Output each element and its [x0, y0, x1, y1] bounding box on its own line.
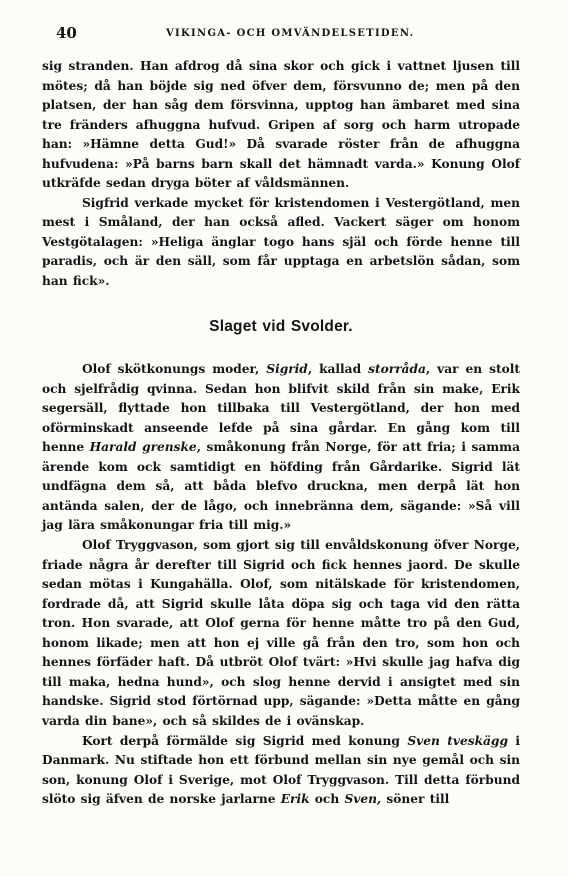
running-title: VIKINGA- OCH OMVÄNDELSETIDEN. — [166, 28, 415, 39]
paragraph-3 — [42, 360, 520, 536]
p3-name-sigrid: Sigrid — [266, 362, 308, 377]
p3-text-a: Olof skötkonungs moder, — [82, 362, 267, 377]
p3-text-d: , småkonung från Norge, för att fria; i samma ärende kom ock samtidigt en höfding från Gårdarike. Sigrid lät undfägna dem så, att båda blefvo druckna, men derpå lät hon antända salen, der de lågo, och innebränna dem, sägande: »Så vill jag lära småkonungar fria till mig.» — [42, 440, 520, 533]
library-watermark: · · · · — [284, 844, 309, 853]
paragraph-2: Sigfrid verkade mycket för kristendomen i Vestergötland, men mest i Småland, der han också afled. Vackert säger om honom Vestgötalagen: »Heliga änglar togo hans själ och förde henne till paradis, och är den säll, som får upptaga en arbetslön sådan, som han fick». — [42, 195, 520, 289]
paragraph-5 — [42, 732, 520, 810]
page-header — [56, 24, 524, 44]
page-number: 40 — [56, 24, 77, 42]
p5-text-c: och — [309, 792, 345, 807]
section-title: Slaget vid Svolder. — [209, 317, 353, 335]
p3-text-c: , var en stolt och sjelfrådig qvinna. Sedan hon blifvit skild från sin make, Erik segersäll, flyttade hon tillbaka till Vestergötland, der hon med oförminskadt anseende lefde på sina gårdar. En gång kom till henne — [42, 362, 521, 455]
p5-name-sven: Sven tveskägg — [407, 733, 508, 748]
p5-text-a: Kort derpå förmälde sig Sigrid med konung — [82, 733, 408, 748]
p5-text-b: i Danmark. Nu stiftade hon ett förbund mellan sin nye gemål och sin son, konung Olof i Sverige, mot Olof Tryggvason. Till detta förbund slöto sig äfven de norske jarlarne — [42, 733, 521, 807]
page-body — [42, 57, 520, 810]
p5-name-erik: Erik — [280, 792, 310, 807]
paragraph-4: Olof Tryggvason, som gjort sig till envåldskonung öfver Norge, friade några år derefter till Sigrid och fick hennes jaord. De skulle sedan mötas i Kungahälla. Olof, som nitälskade för kristendomen, fordrade då, att Sigrid skulle låta döpa sig och taga vid den rätta tron. Hon svarade, att Olof gerna för henne måtte tro på den Gud, honom likade; men att hon ej ville gå från den tro, som hon och hennes förfäder haft. Då utbröt Olof tvärt: »Hvi skulle jag hafva dig till maka, hedna hund», och slog henne dervid i ansigtet med sin handske. Sigrid stod förtörnad upp, sägande: »Detta måtte en gång varda din bane», och så skildes de i ovänskap. — [42, 538, 520, 728]
p5-name-sven-jarl: Sven, — [344, 792, 382, 807]
p5-text-d: söner till — [381, 792, 450, 807]
p3-epithet-storrada: storråda — [368, 362, 426, 377]
p3-text-b: , kallad — [307, 362, 369, 377]
paragraph-1: sig stranden. Han afdrog då sina skor och gick i vattnet ljusen till mötes; då han böjde sig ned öfver dem, försvunno de; men på den platsen, der han såg dem försvinna, upptog han ämbaret med sina tre fränders afhuggna hufvud. Gripen af sorg och harm utropade han: »Hämne detta Gud!» Då svarade röster från de afhuggna hufvudena: »På barns barn skall det hämnadt varda.» Konung Olof utkräfde sedan dryga böter af våldsmännen. — [42, 59, 520, 191]
p3-name-harald: Harald grenske — [89, 440, 197, 455]
